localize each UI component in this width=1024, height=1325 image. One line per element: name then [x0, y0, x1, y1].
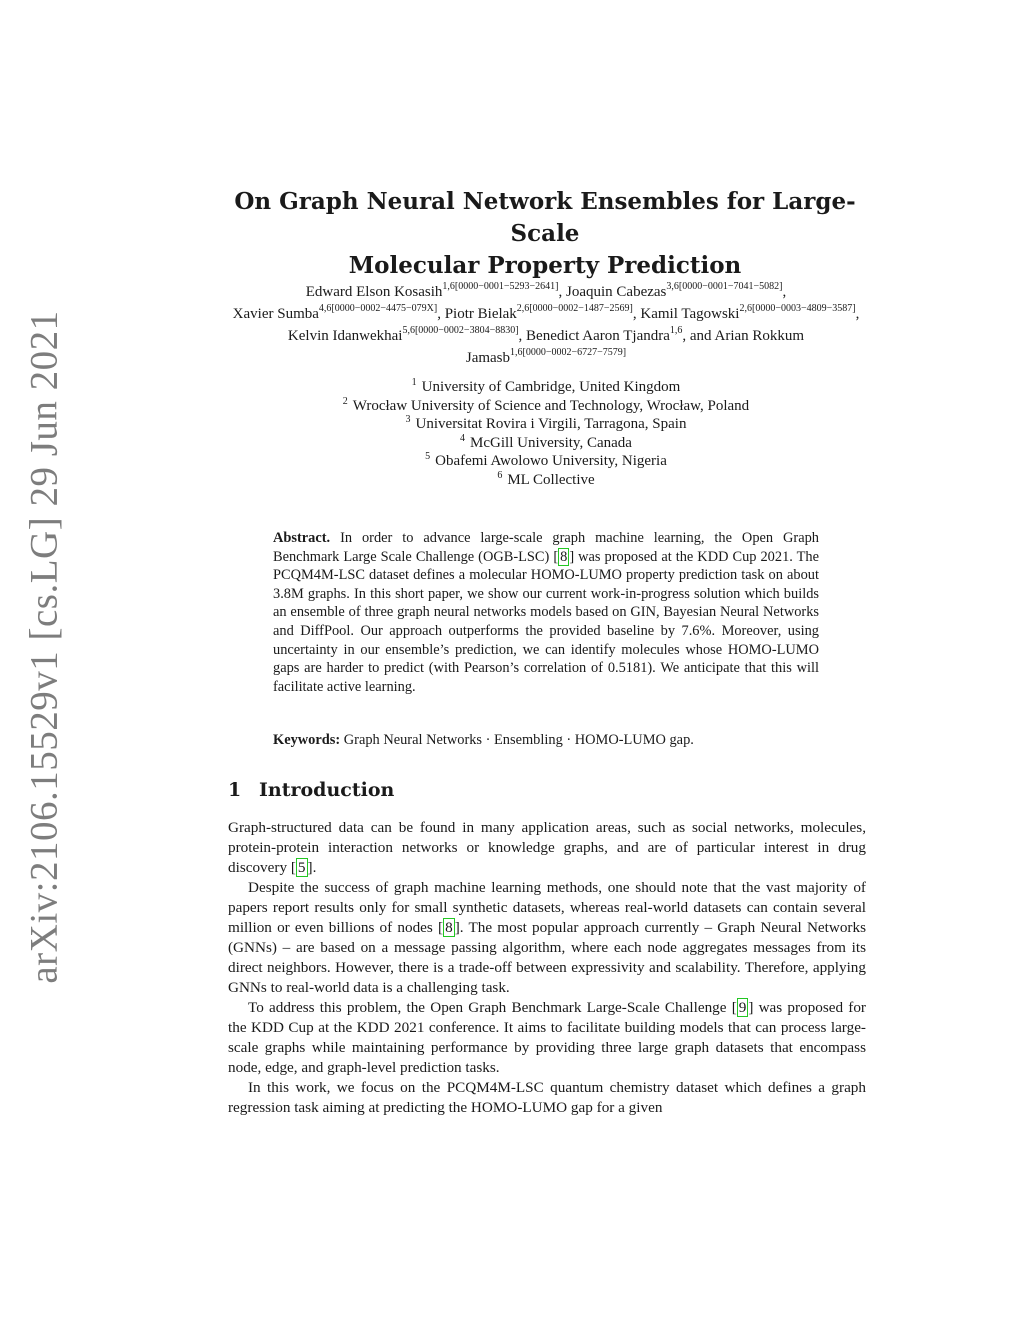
keywords: [273, 731, 819, 750]
affiliation-item: $^4$ McGill University, Canada: [460, 432, 632, 451]
author-affiliation-sup: 1,6[0000−0002−6727−7579]: [510, 347, 627, 358]
author-affiliation-sup: 3,6[0000−0001−7041−5082]: [666, 281, 783, 292]
author-affiliation-sup: 2,6[0000−0002−1487−2569]: [516, 303, 633, 314]
author-name: Piotr Bielak: [444, 306, 517, 322]
author-affiliation-sup: 4,6[0000−0002−4475−079X]: [318, 303, 438, 314]
author-name: Edward Elson Kosasih: [305, 284, 443, 300]
author-name: Xavier Sumba: [232, 306, 319, 322]
author-connector: and: [689, 328, 712, 344]
author-name: Arian Rokkum Jamasb: [465, 328, 805, 366]
section-body: [228, 818, 866, 1118]
abstract-label: Abstract.: [273, 530, 331, 546]
abstract: Abstract. In order to advance large-scale graph machine learning, the Open Graph Benchmark Large Scale Challenge (OGB-LSC) [ 8 ] was proposed at the KDD Cup 2021. The PCQM4M-LSC dataset defines a molecular HOMO-LUMO property prediction task on about 3.8M graphs. In this short paper, we show our current work-in-progress solution which builds an ensemble of three graph neural networks models based on GIN, Bayesian Neural Networks and DiffPool. Our approach outperforms the provided baseline by 7.6%. Moreover, using uncertainty in our ensemble’s prediction, we can identify molecules whose HOMO-LUMO gaps are harder to predict (with Pearson’s correlation of 0.5181). We anticipate that this will facilitate active learning.: [273, 530, 819, 695]
citation-link[interactable]: 9: [738, 999, 747, 1016]
affiliation-item: $^5$ Obafemi Awolowo University, Nigeria: [425, 451, 667, 469]
arxiv-identifier: arXiv:2106.15529v1 [cs.LG] 29 Jun 2021: [22, 310, 66, 984]
affiliation-list: [226, 378, 866, 489]
title-line-2: Molecular Property Prediction: [348, 252, 742, 279]
affiliation-item: $^2$ Wrocław University of Science and Technology, Wrocław, Poland: [342, 395, 750, 414]
citation-link[interactable]: 5: [297, 859, 306, 876]
affiliation-item: $^6$ ML Collective: [497, 469, 595, 488]
author-affiliation-sup: 2,6[0000−0003−4809−3587]: [739, 303, 856, 314]
citation-link[interactable]: 8: [445, 919, 453, 936]
author-name: Benedict Aaron Tjandra: [526, 328, 670, 344]
title-line-1: On Graph Neural Network Ensembles for Large-Scale: [234, 188, 856, 247]
author-affiliation-sup: 1,6: [669, 325, 683, 336]
affiliation-item: $^1$ University of Cambridge, United Kingdom: [411, 377, 681, 395]
section-number: 1: [228, 779, 242, 801]
paragraph: In this work, we focus on the PCQM4M-LSC quantum chemistry dataset which defines a graph regression task aiming at predicting the HOMO-LUMO gap for a given: [228, 1079, 866, 1116]
keywords-label: Keywords:: [273, 732, 341, 748]
author-name: Joaquin Cabezas: [566, 284, 667, 300]
paragraph: To address this problem, the Open Graph Benchmark Large-Scale Challenge [ 9 ] was proposed for the KDD Cup at the KDD 2021 conference. It aims to facilitate building models that can process large-scale graphs while maintaining performance by providing three large graph datasets that encompass node, edge, and graph-level prediction tasks.: [228, 999, 866, 1076]
paragraph: Despite the success of graph machine learning methods, one should note that the vast majority of papers report results only for small synthetic datasets, whereas real-world datasets can contain several million or even billions of nodes [ 8 ]. The most popular approach currently – Graph Neural Networks (GNNs) – are based on a message passing algorithm, where each node aggregates messages from its direct neighbors. However, there is a trade-off between expressivity and scalability. Therefore, applying GNNs to real-world data is a challenging task.: [228, 879, 866, 996]
author-affiliation-sup: 1,6[0000−0001−5293−2641]: [442, 281, 559, 292]
abstract-text: In order to advance large-scale graph machine learning, the Open Graph Benchmark Large Scale Challenge (OGB-LSC): [273, 530, 819, 565]
author-affiliation-sup: 5,6[0000−0002−3804−8830]: [402, 325, 519, 336]
section-heading: [228, 778, 394, 802]
abstract-text: was proposed at the KDD Cup 2021. The PCQM4M-LSC dataset defines a molecular HOMO-LUMO property prediction task on about 3.8M graphs. In this short paper, we show our current work-in-progress solution which builds an ensemble of three graph neural networks models based on GIN, Bayesian Neural Networks and DiffPool. Our approach outperforms the provided baseline by 7.6%. Moreover, using uncertainty in our ensemble’s prediction, we can identify molecules whose HOMO-LUMO gaps are harder to predict (with Pearson’s correlation of 0.5181). We anticipate that this will facilitate active learning.: [273, 548, 819, 695]
author-name: Kelvin Idanwekhai: [287, 328, 403, 344]
keywords-text: Graph Neural Networks · Ensembling · HOMO-LUMO gap.: [343, 732, 694, 748]
affiliation-item: $^3$ Universitat Rovira i Virgili, Tarragona, Spain: [405, 414, 687, 432]
author-list: Edward Elson Kosasih$^{1,6[0000-0001-5293-2641]}$, Joaquin Cabezas$^{3,6[0000-0001-7041-5082]}$, Xavier Sumba$^{4,6[0000-0002-4475-079X]}$, Piotr Bielak$^{2,6[0000-0002-1487-2569]}$, Kamil Tagowski$^{2,6[0000-0003-4809-3587]}$, Kelvin Idanwekhai$^{5,6[0000-0002-3804-8830]}$, Benedict Aaron Tjandra$^{1,6}$, and Arian Rokkum Jamasb$^{1,6[0000-0002-6727-7579]}$: [232, 281, 860, 366]
paper-title: [200, 186, 890, 282]
arxiv-sidebar-stamp: [14, 310, 74, 984]
author-name: Kamil Tagowski: [640, 306, 740, 322]
citation-link[interactable]: 8: [560, 548, 568, 565]
section-title: Introduction: [259, 779, 395, 801]
paragraph: Graph-structured data can be found in many application areas, such as social networks, molecules, protein-protein interaction networks or knowledge graphs, and are of particular interest in drug discovery [ 5 ].: [228, 819, 866, 876]
